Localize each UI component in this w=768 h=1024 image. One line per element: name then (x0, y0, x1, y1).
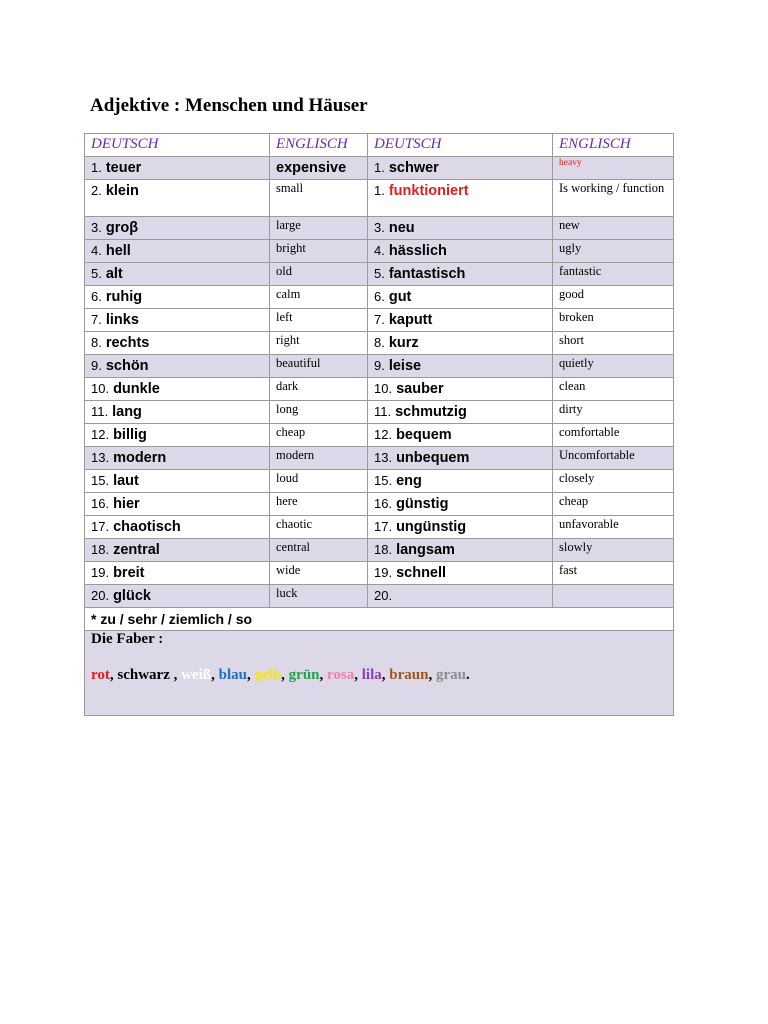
row-number: 4. (374, 243, 385, 258)
german-word: leise (388, 358, 422, 374)
german-cell-right (368, 378, 553, 401)
german-cell-right (368, 516, 553, 539)
row-number: 7. (374, 312, 385, 327)
german-cell-right (368, 263, 553, 286)
english-cell-right: new (553, 217, 674, 240)
table-row (85, 309, 674, 332)
row-number: 19. (91, 565, 110, 580)
header-row (85, 134, 674, 157)
german-cell-right (368, 470, 553, 493)
german-word: teuer (105, 160, 142, 176)
english-cell-left: luck (270, 585, 368, 608)
row-number: 19. (374, 565, 393, 580)
english-cell-right: fantastic (553, 263, 674, 286)
english-cell-right: Uncomfortable (553, 447, 674, 470)
english-cell-right: ugly (553, 240, 674, 263)
row-number: 3. (91, 220, 102, 235)
row-number: 6. (374, 289, 385, 304)
english-cell-left: calm (270, 286, 368, 309)
german-cell-left (85, 401, 270, 424)
english-cell-left: small (270, 180, 368, 217)
color-word: braun (389, 667, 429, 683)
row-number: 17. (91, 519, 110, 534)
header-englisch-2: ENGLISCH (553, 134, 674, 157)
row-number: 7. (91, 312, 102, 327)
german-cell-right (368, 217, 553, 240)
english-cell-left: left (270, 309, 368, 332)
english-cell-right: dirty (553, 401, 674, 424)
german-cell-right (368, 585, 553, 608)
german-word: billig (113, 427, 147, 443)
german-cell-right (368, 539, 553, 562)
english-cell-left: expensive (270, 157, 368, 180)
german-word: unbequem (396, 450, 470, 466)
german-cell-right (368, 493, 553, 516)
german-word: günstig (396, 496, 449, 512)
note-row: * zu / sehr / ziemlich / so (85, 608, 674, 631)
german-cell-right (368, 332, 553, 355)
row-number: 2. (91, 183, 102, 198)
table-row (85, 217, 674, 240)
english-cell-right: Is working / function (553, 180, 674, 217)
german-cell-left (85, 539, 270, 562)
row-number: 17. (374, 519, 393, 534)
table-row (85, 539, 674, 562)
table-row (85, 263, 674, 286)
german-cell-left (85, 516, 270, 539)
header-deutsch-1: DEUTSCH (85, 134, 270, 157)
german-word: langsam (396, 542, 455, 558)
colors-section (85, 631, 674, 716)
row-number: 9. (91, 358, 102, 373)
table-row (85, 424, 674, 447)
row-number: 8. (374, 335, 385, 350)
row-number: 5. (374, 266, 385, 281)
row-number: 15. (91, 473, 110, 488)
german-word: dunkle (113, 381, 160, 397)
german-cell-right (368, 180, 553, 217)
german-word: sauber (396, 381, 444, 397)
german-word: ruhig (105, 289, 143, 305)
german-word: gut (388, 289, 412, 305)
german-cell-left (85, 217, 270, 240)
german-cell-left (85, 180, 270, 217)
color-word: rot (91, 667, 110, 683)
german-cell-right (368, 401, 553, 424)
row-number: 16. (91, 496, 110, 511)
row-number: 10. (374, 381, 393, 396)
german-cell-left (85, 424, 270, 447)
row-number: 1. (374, 183, 385, 198)
table-row (85, 378, 674, 401)
german-cell-left (85, 493, 270, 516)
german-cell-right (368, 447, 553, 470)
english-cell-left: long (270, 401, 368, 424)
page-title: Adjektive : Menschen und Häuser (90, 95, 368, 116)
english-cell-left: bright (270, 240, 368, 263)
english-cell-right: good (553, 286, 674, 309)
german-word: fantastisch (388, 266, 466, 282)
german-cell-left (85, 286, 270, 309)
row-number: 5. (91, 266, 102, 281)
row-number: 10. (91, 381, 110, 396)
english-cell-right: unfavorable (553, 516, 674, 539)
english-cell-left: chaotic (270, 516, 368, 539)
english-cell-left: wide (270, 562, 368, 585)
german-word: bequem (396, 427, 452, 443)
english-cell-left: right (270, 332, 368, 355)
color-word: grün (288, 667, 320, 683)
row-number: 16. (374, 496, 393, 511)
german-cell-left (85, 378, 270, 401)
english-cell-left: modern (270, 447, 368, 470)
german-cell-left (85, 309, 270, 332)
row-number: 3. (374, 220, 385, 235)
german-cell-left (85, 240, 270, 263)
color-word: lila (361, 667, 382, 683)
german-word: glück (113, 588, 151, 604)
german-word: eng (396, 473, 422, 489)
german-cell-right (368, 309, 553, 332)
color-word: blau (218, 667, 247, 683)
english-cell-right: comfortable (553, 424, 674, 447)
table-row (85, 447, 674, 470)
german-cell-right (368, 286, 553, 309)
german-word: alt (105, 266, 123, 282)
table-row (85, 493, 674, 516)
german-cell-right (368, 355, 553, 378)
german-cell-right (368, 424, 553, 447)
german-word: ungünstig (396, 519, 467, 535)
german-word: kaputt (388, 312, 433, 328)
table-row (85, 286, 674, 309)
german-word: rechts (105, 335, 150, 351)
german-word: chaotisch (113, 519, 181, 535)
english-cell-left: central (270, 539, 368, 562)
german-cell-right (368, 157, 553, 180)
german-word: funktioniert (388, 183, 469, 199)
german-word: schwer (388, 160, 439, 176)
row-number: 1. (91, 160, 102, 175)
table-row (85, 332, 674, 355)
english-cell-right: quietly (553, 355, 674, 378)
english-cell-right: slowly (553, 539, 674, 562)
colors-list: rot, schwarz , weiß, blau, gelb, grün, rosa, lila, braun, grau. (91, 667, 470, 683)
german-cell-right (368, 562, 553, 585)
table-row (85, 562, 674, 585)
row-number: 18. (91, 542, 110, 557)
row-number: 12. (374, 427, 393, 442)
german-cell-left (85, 263, 270, 286)
german-word: klein (105, 183, 139, 199)
table-row (85, 401, 674, 424)
german-word: links (105, 312, 139, 328)
english-cell-right (553, 585, 674, 608)
english-cell-right: cheap (553, 493, 674, 516)
row-number: 18. (374, 542, 393, 557)
german-word: zentral (113, 542, 160, 558)
english-cell-left: old (270, 263, 368, 286)
table-row (85, 240, 674, 263)
row-number: 20. (374, 588, 393, 603)
english-cell-left: beautiful (270, 355, 368, 378)
english-cell-left: loud (270, 470, 368, 493)
german-cell-left (85, 157, 270, 180)
english-cell-right: clean (553, 378, 674, 401)
color-word: gelb (254, 667, 282, 683)
german-cell-left (85, 355, 270, 378)
english-cell-left: large (270, 217, 368, 240)
german-word: hässlich (388, 243, 447, 259)
german-word: groβ (105, 220, 139, 236)
german-word: hell (105, 243, 131, 259)
row-number: 13. (374, 450, 393, 465)
german-word: modern (113, 450, 167, 466)
color-word: grau (435, 667, 466, 683)
row-number: 11. (91, 404, 109, 419)
color-word: rosa (327, 667, 355, 683)
row-number: 12. (91, 427, 110, 442)
german-word: schön (105, 358, 149, 374)
english-cell-right: short (553, 332, 674, 355)
table-row (85, 585, 674, 608)
row-number: 9. (374, 358, 385, 373)
row-number: 11. (374, 404, 392, 419)
header-englisch-1: ENGLISCH (270, 134, 368, 157)
german-word: laut (113, 473, 139, 489)
color-word: weiß (181, 667, 212, 683)
german-cell-left (85, 585, 270, 608)
german-cell-left (85, 470, 270, 493)
row-number: 1. (374, 160, 385, 175)
german-cell-right (368, 240, 553, 263)
row-number: 6. (91, 289, 102, 304)
row-number: 15. (374, 473, 393, 488)
english-cell-left: here (270, 493, 368, 516)
english-cell-right: broken (553, 309, 674, 332)
row-number: 8. (91, 335, 102, 350)
table-row (85, 157, 674, 180)
colors-title: Die Faber : (91, 631, 164, 647)
german-word: breit (113, 565, 145, 581)
english-cell-left: cheap (270, 424, 368, 447)
german-word: schmutzig (395, 404, 467, 420)
german-cell-left (85, 562, 270, 585)
row-number: 13. (91, 450, 110, 465)
table-row (85, 355, 674, 378)
german-word: neu (388, 220, 415, 236)
vocabulary-table (84, 133, 674, 716)
german-word: lang (112, 404, 142, 420)
german-word: kurz (388, 335, 419, 351)
english-cell-right: closely (553, 470, 674, 493)
table-row (85, 180, 674, 217)
header-deutsch-2: DEUTSCH (368, 134, 553, 157)
row-number: 20. (91, 588, 110, 603)
english-cell-right: heavy (553, 157, 674, 180)
row-number: 4. (91, 243, 102, 258)
german-cell-left (85, 332, 270, 355)
table-row (85, 516, 674, 539)
german-word: schnell (396, 565, 447, 581)
table-row (85, 470, 674, 493)
english-cell-left: dark (270, 378, 368, 401)
english-cell-right: fast (553, 562, 674, 585)
german-word: hier (113, 496, 140, 512)
german-cell-left (85, 447, 270, 470)
color-word: schwarz (117, 667, 174, 683)
